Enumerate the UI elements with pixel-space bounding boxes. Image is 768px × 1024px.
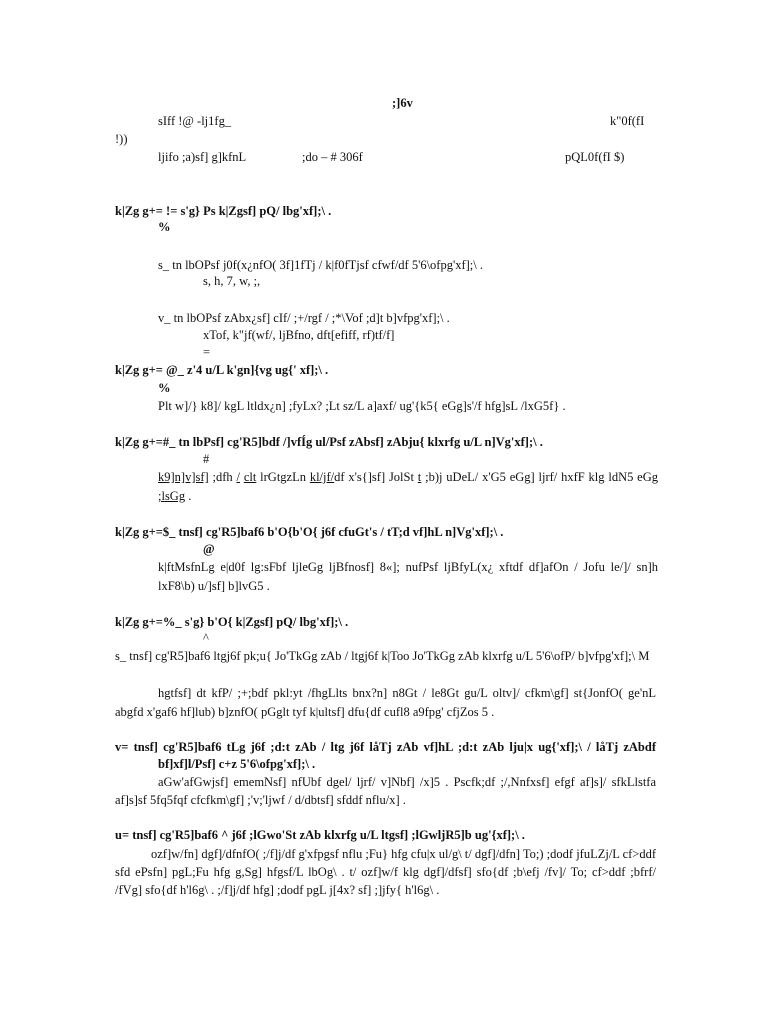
text-run: df x's{]sf] JolSt	[334, 470, 418, 484]
question-2-marks: %	[158, 381, 171, 395]
question-1-item-s-options: s, h, 7, w, ;,	[203, 274, 261, 288]
header-pass-marks: pQL0f(fI $)	[565, 150, 625, 164]
text-run: .	[185, 489, 192, 503]
question-5-marks: ^	[203, 631, 209, 645]
question-1-heading: k|Zg g+= != s'g} Ps k|Zgsf] pQ/ lbg'xf];\ .	[115, 204, 332, 218]
text-run: ;b)j uDeL/ x'G5 eGg] ljrf/ hxfF klg ldN5 eGg	[421, 470, 659, 484]
underlined-word-4: kl/jf/	[309, 470, 335, 484]
question-4-paragraph: k|ftMsfnLg e|d0f lg:sFbf ljleGg ljBfnosf] 8«]; nufPsf ljBfyL(x¿ xftdf df]afOn / Jofu le/]/ sn]h lxF8\b) u/]sf] b]lvG5 .	[158, 560, 658, 593]
question-1-item-v-mark: =	[203, 345, 211, 359]
header-time: ;do – # 306f	[302, 150, 363, 164]
text-run: ;dfh	[208, 470, 237, 484]
underlined-word-1: k9]n]v]sf]	[158, 470, 209, 484]
question-2-text: Plt w]/} k8]/ kgL ltldx¿n] ;fyLx? ;Lt sz/L a]axf/ ug'{k5{ eGg]s'/f hfg]sL /lxG5f} .	[158, 399, 566, 413]
question-5-heading: k|Zg g+=%_ s'g} b'O{ k|Zgsf] pQ/ lbg'xf];\ .	[115, 615, 349, 629]
question-4-marks: @	[203, 542, 215, 556]
question-5-item-v: v= tnsf] cg'R5]baf6 tLg j6f ;d:t zAb / ltg j6f låTj zAb vf]hL ;d:t zAb lju|x ug{'xf];\ / låTj zAbdf bf]xf]l/Psf] c+z 5'6\ofpg'xf];\ .	[115, 740, 656, 771]
question-5-item-u-body: ozf]w/fn] dgf]/dfnfO( ;/f]j/df g'xfpgsf nflu ;Fu} hfg cfu|x ul/g\ t/ dgf]/dfn] To;) ;dodf jfuLZj/L cf>ddf sfd ePsfn] pgL;Fu hfg g,Sg] hfgsf/L lbOg\ . t/ ozf]w/f klg dgf]/dfsf] sfo{df ;b\efj /fv]/ To; cf>ddf ;bfrf/ /fVg] sfo{df h'l6g\ . ;/f]j/df hfg] ;dodf pgL j[4x? sf] ;]jfy{ h'l6g\ .	[115, 847, 657, 897]
page-title: ;]6v	[392, 96, 413, 110]
question-5-item-u: u= tnsf] cg'R5]baf6 ^ j6f ;lGwo'St zAb klxrfg u/L ltgsf] ;lGwljR5]b ug'{xf];\ .	[115, 828, 525, 842]
question-2-heading: k|Zg g+= @_ z'4 u/L k'gn]{vg ug{' xf];\ .	[115, 363, 329, 377]
header-full-marks-value: !))	[115, 132, 128, 146]
text-run: lrGtgzLn	[256, 470, 310, 484]
underlined-word-3: clt	[243, 470, 257, 484]
underlined-word-5: t	[417, 470, 422, 484]
header-subject: sIff !@ -lj1fg_	[158, 114, 232, 128]
question-3-paragraph	[158, 468, 658, 506]
question-1-item-s: s_ tn lbOPsf j0f(x¿nfO( 3f]1fTj / k|f0fTjsf cfwf/df 5'6\ofpg'xf];\ .	[158, 258, 483, 272]
question-5-item-s: s_ tnsf] cg'R5]baf6 ltgj6f pk;u{ Jo'TkGg zAb / ltgj6f k|Too Jo'TkGg zAb klxrfg u/L 5'6\ofP/ b]vfpg'xf];\ M	[115, 649, 650, 663]
question-4-heading: k|Zg g+=$_ tnsf] cg'R5]baf6 b'O{b'O{ j6f cfuGt's / tT;d vf]hL n]Vg'xf];\ .	[115, 525, 504, 539]
question-1-item-v: v_ tn lbOPsf zAbx¿sf] cIf/ ;+/rgf / ;*\Vof ;d]t b]vfpg'xf];\ .	[158, 311, 450, 325]
question-3-marks: #	[203, 452, 210, 466]
header-class: ljifo ;a)sf] g]kfnL	[158, 150, 247, 164]
header-full-marks: k"0f(fI	[610, 114, 645, 128]
underlined-word-2: /	[236, 470, 240, 484]
question-5-item-s-body: hgtfsf] dt kfP/ ;+;bdf pkl:yt /fhgLlts bnx?n] n8Gt / le8Gt gu/L oltv]/ cfkm\gf] st{JonfO( ge'nL abgfd x'gaf6 hf]lub) b]znfO( pGglt tyf k|ultsf] dfu{df cufl8 a9fpg' cfjZos 5 .	[115, 686, 656, 719]
question-1-marks: %	[158, 220, 171, 234]
question-3-heading: k|Zg g+=#_ tn lbPsf] cg'R5]bdf /]vfÍg ul/Psf zAbsf] zAbju{ klxrfg u/L n]Vg'xf];\ .	[115, 435, 543, 449]
underlined-word-6: ;lsGg	[158, 489, 186, 503]
question-5-item-v-body: aGw'afGwjsf] ememNsf] nfUbf dgel/ ljrf/ v]Nbf] /x]5 . Pscfk;df ;/,Nnfxsf] efgf af]s]/ sfkLlstfa af]s]sf 5fq5fqf cfcfkm\gf] ;'v;'ljwf / d/dbtsf] sfddf nflu/x] .	[115, 775, 656, 807]
question-1-item-v-words: xTof, k"jf(wf/, ljBfno, dft[efiff, rf)tf/f]	[203, 328, 395, 342]
